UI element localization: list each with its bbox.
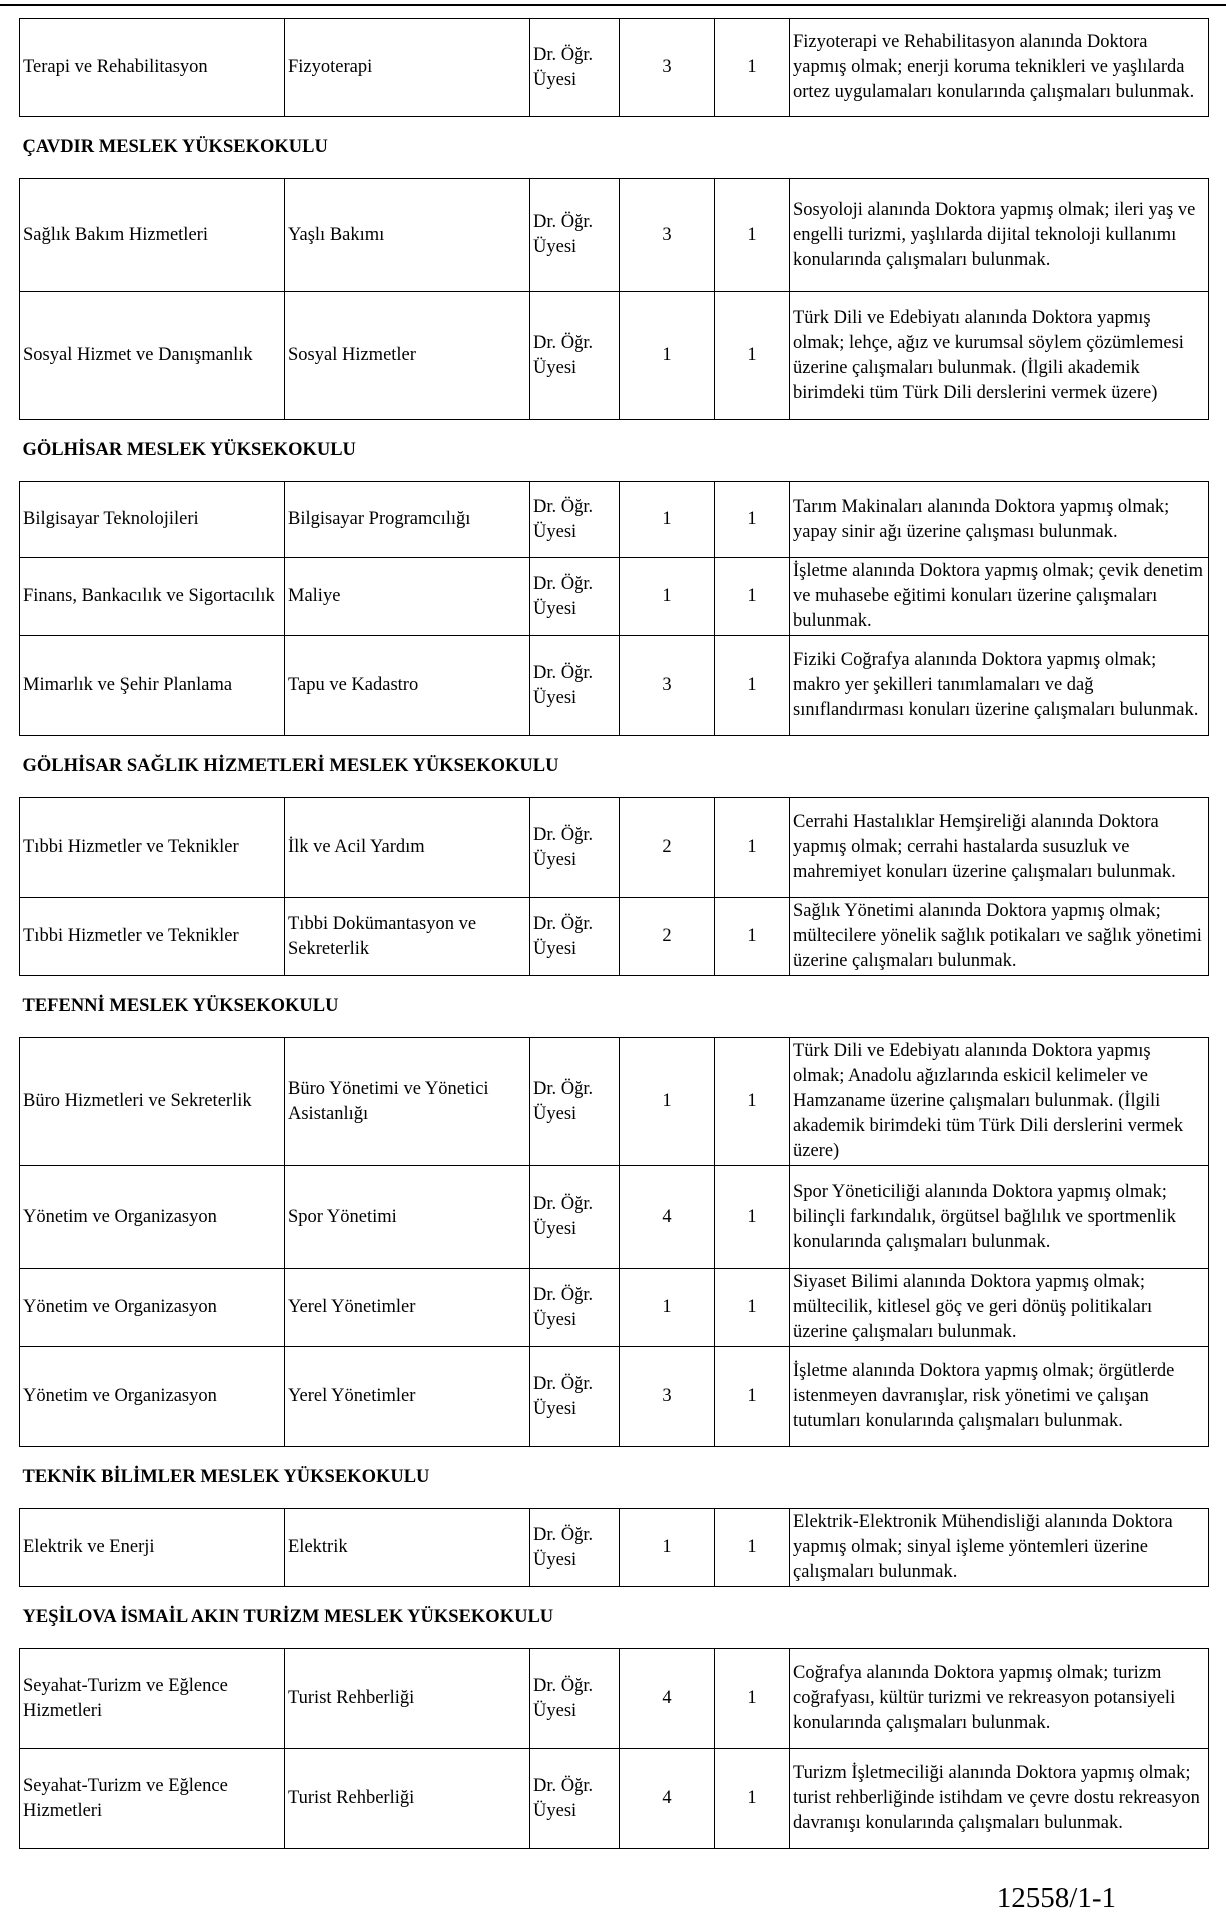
- count-cell: 1: [715, 1649, 790, 1749]
- title-cell: Dr. Öğr. Üyesi: [530, 1269, 620, 1347]
- document-code: 12558/1-1: [996, 1882, 1116, 1914]
- requirements-cell: Turizm İşletmeciliği alanında Doktora yapmış olmak; turist rehberliğinde istihdam ve çevre dostu rekreasyon davranışı konularında çalışmaları bulunmak.: [790, 1749, 1209, 1849]
- program-cell: Tıbbi Hizmetler ve Teknikler: [20, 798, 285, 898]
- program-cell: Yönetim ve Organizasyon: [20, 1269, 285, 1347]
- section-title: ÇAVDIR MESLEK YÜKSEKOKULU: [20, 117, 1209, 179]
- department-cell: Yerel Yönetimler: [285, 1269, 530, 1347]
- department-cell: Maliye: [285, 558, 530, 636]
- department-cell: Turist Rehberliği: [285, 1649, 530, 1749]
- table-row: [20, 1166, 1209, 1269]
- count-cell: 1: [715, 1038, 790, 1166]
- section-title: TEKNİK BİLİMLER MESLEK YÜKSEKOKULU: [20, 1447, 1209, 1509]
- requirements-cell: İşletme alanında Doktora yapmış olmak; çevik denetim ve muhasebe eğitimi konuları üzerine çalışmaları bulunmak.: [790, 558, 1209, 636]
- positions-table: [19, 18, 1209, 1849]
- section-header-row: [20, 976, 1209, 1038]
- program-cell: Seyahat-Turizm ve Eğlence Hizmetleri: [20, 1749, 285, 1849]
- requirements-cell: Türk Dili ve Edebiyatı alanında Doktora yapmış olmak; lehçe, ağız ve kurumsal söylem çözümlemesi üzerine çalışmaları bulunmak. (İlgili akademik birimdeki tüm Türk Dili derslerini vermek üzere): [790, 292, 1209, 420]
- title-cell: Dr. Öğr. Üyesi: [530, 898, 620, 976]
- section-title: TEFENNİ MESLEK YÜKSEKOKULU: [20, 976, 1209, 1038]
- degree-cell: 3: [620, 636, 715, 736]
- count-cell: 1: [715, 19, 790, 117]
- department-cell: Yaşlı Bakımı: [285, 179, 530, 292]
- requirements-cell: Sağlık Yönetimi alanında Doktora yapmış olmak; mültecilere yönelik sağlık potikaları ve sağlık yönetimi üzerine çalışmaları bulunmak.: [790, 898, 1209, 976]
- table-row: [20, 1509, 1209, 1587]
- table-row: [20, 1649, 1209, 1749]
- table-row: [20, 179, 1209, 292]
- section-title: GÖLHİSAR MESLEK YÜKSEKOKULU: [20, 420, 1209, 482]
- program-cell: Seyahat-Turizm ve Eğlence Hizmetleri: [20, 1649, 285, 1749]
- program-cell: Büro Hizmetleri ve Sekreterlik: [20, 1038, 285, 1166]
- program-cell: Finans, Bankacılık ve Sigortacılık: [20, 558, 285, 636]
- requirements-cell: Türk Dili ve Edebiyatı alanında Doktora yapmış olmak; Anadolu ağızlarında eskicil kelimeler ve Hamzaname üzerine çalışmaları bulunmak. (İlgili akademik birimdeki tüm Türk Dili derslerini vermek üzere): [790, 1038, 1209, 1166]
- requirements-cell: Tarım Makinaları alanında Doktora yapmış olmak; yapay sinir ağı üzerine çalışması bulunmak.: [790, 482, 1209, 558]
- department-cell: Tapu ve Kadastro: [285, 636, 530, 736]
- title-cell: Dr. Öğr. Üyesi: [530, 1509, 620, 1587]
- table-row: [20, 798, 1209, 898]
- table-row: [20, 1749, 1209, 1849]
- title-cell: Dr. Öğr. Üyesi: [530, 1749, 620, 1849]
- title-cell: Dr. Öğr. Üyesi: [530, 1166, 620, 1269]
- program-cell: Sağlık Bakım Hizmetleri: [20, 179, 285, 292]
- degree-cell: 2: [620, 798, 715, 898]
- program-cell: Yönetim ve Organizasyon: [20, 1166, 285, 1269]
- title-cell: Dr. Öğr. Üyesi: [530, 636, 620, 736]
- table-row: [20, 636, 1209, 736]
- section-header-row: [20, 420, 1209, 482]
- program-cell: Sosyal Hizmet ve Danışmanlık: [20, 292, 285, 420]
- count-cell: 1: [715, 1347, 790, 1447]
- degree-cell: 1: [620, 292, 715, 420]
- title-cell: Dr. Öğr. Üyesi: [530, 558, 620, 636]
- degree-cell: 3: [620, 179, 715, 292]
- department-cell: Sosyal Hizmetler: [285, 292, 530, 420]
- table-row: [20, 482, 1209, 558]
- table-row: [20, 1269, 1209, 1347]
- count-cell: 1: [715, 898, 790, 976]
- count-cell: 1: [715, 1166, 790, 1269]
- degree-cell: 1: [620, 1509, 715, 1587]
- table-row: [20, 1347, 1209, 1447]
- requirements-cell: Elektrik-Elektronik Mühendisliği alanında Doktora yapmış olmak; sinyal işleme yöntemleri üzerine çalışmaları bulunmak.: [790, 1509, 1209, 1587]
- count-cell: 1: [715, 1269, 790, 1347]
- program-cell: Mimarlık ve Şehir Planlama: [20, 636, 285, 736]
- department-cell: Elektrik: [285, 1509, 530, 1587]
- requirements-cell: Spor Yöneticiliği alanında Doktora yapmış olmak; bilinçli farkındalık, örgütsel bağlılık ve sportmenlik konularında çalışmaları bulunmak.: [790, 1166, 1209, 1269]
- count-cell: 1: [715, 482, 790, 558]
- degree-cell: 3: [620, 19, 715, 117]
- requirements-cell: Coğrafya alanında Doktora yapmış olmak; turizm coğrafyası, kültür turizmi ve rekreasyon potansiyeli konularında çalışmaları bulunmak.: [790, 1649, 1209, 1749]
- program-cell: Bilgisayar Teknolojileri: [20, 482, 285, 558]
- count-cell: 1: [715, 292, 790, 420]
- table-row: [20, 558, 1209, 636]
- count-cell: 1: [715, 558, 790, 636]
- section-header-row: [20, 736, 1209, 798]
- top-rule: [0, 4, 1226, 6]
- degree-cell: 4: [620, 1749, 715, 1849]
- department-cell: Tıbbi Dokümantasyon ve Sekreterlik: [285, 898, 530, 976]
- requirements-cell: Fiziki Coğrafya alanında Doktora yapmış olmak; makro yer şekilleri tanımlamaları ve dağ sınıflandırması konuları üzerine çalışmaları bulunmak.: [790, 636, 1209, 736]
- degree-cell: 1: [620, 482, 715, 558]
- title-cell: Dr. Öğr. Üyesi: [530, 1347, 620, 1447]
- degree-cell: 4: [620, 1166, 715, 1269]
- requirements-cell: Siyaset Bilimi alanında Doktora yapmış olmak; mültecilik, kitlesel göç ve geri dönüş politikaları üzerine çalışmaları bulunmak.: [790, 1269, 1209, 1347]
- table-row: [20, 19, 1209, 117]
- degree-cell: 1: [620, 1269, 715, 1347]
- degree-cell: 3: [620, 1347, 715, 1447]
- title-cell: Dr. Öğr. Üyesi: [530, 1649, 620, 1749]
- table-row: [20, 292, 1209, 420]
- department-cell: Turist Rehberliği: [285, 1749, 530, 1849]
- requirements-cell: Cerrahi Hastalıklar Hemşireliği alanında Doktora yapmış olmak; cerrahi hastalarda susuzluk ve mahremiyet konuları üzerine çalışmaları bulunmak.: [790, 798, 1209, 898]
- title-cell: Dr. Öğr. Üyesi: [530, 482, 620, 558]
- degree-cell: 1: [620, 1038, 715, 1166]
- table-row: [20, 1038, 1209, 1166]
- section-header-row: [20, 1447, 1209, 1509]
- department-cell: İlk ve Acil Yardım: [285, 798, 530, 898]
- table-row: [20, 898, 1209, 976]
- section-title: YEŞİLOVA İSMAİL AKIN TURİZM MESLEK YÜKSEKOKULU: [20, 1587, 1209, 1649]
- department-cell: Yerel Yönetimler: [285, 1347, 530, 1447]
- title-cell: Dr. Öğr. Üyesi: [530, 292, 620, 420]
- count-cell: 1: [715, 1749, 790, 1849]
- department-cell: Fizyoterapi: [285, 19, 530, 117]
- count-cell: 1: [715, 798, 790, 898]
- section-title: GÖLHİSAR SAĞLIK HİZMETLERİ MESLEK YÜKSEKOKULU: [20, 736, 1209, 798]
- degree-cell: 1: [620, 558, 715, 636]
- program-cell: Tıbbi Hizmetler ve Teknikler: [20, 898, 285, 976]
- requirements-cell: Fizyoterapi ve Rehabilitasyon alanında Doktora yapmış olmak; enerji koruma teknikleri ve yaşlılarda ortez uygulamaları konularında çalışmaları bulunmak.: [790, 19, 1209, 117]
- count-cell: 1: [715, 179, 790, 292]
- title-cell: Dr. Öğr. Üyesi: [530, 19, 620, 117]
- department-cell: Büro Yönetimi ve Yönetici Asistanlığı: [285, 1038, 530, 1166]
- department-cell: Bilgisayar Programcılığı: [285, 482, 530, 558]
- count-cell: 1: [715, 1509, 790, 1587]
- degree-cell: 2: [620, 898, 715, 976]
- count-cell: 1: [715, 636, 790, 736]
- degree-cell: 4: [620, 1649, 715, 1749]
- program-cell: Elektrik ve Enerji: [20, 1509, 285, 1587]
- requirements-cell: Sosyoloji alanında Doktora yapmış olmak; ileri yaş ve engelli turizmi, yaşlılarda dijital teknoloji kullanımı konularında çalışmaları bulunmak.: [790, 179, 1209, 292]
- section-header-row: [20, 117, 1209, 179]
- requirements-cell: İşletme alanında Doktora yapmış olmak; örgütlerde istenmeyen davranışlar, risk yönetimi ve çalışan tutumları konularında çalışmaları bulunmak.: [790, 1347, 1209, 1447]
- title-cell: Dr. Öğr. Üyesi: [530, 1038, 620, 1166]
- title-cell: Dr. Öğr. Üyesi: [530, 179, 620, 292]
- program-cell: Yönetim ve Organizasyon: [20, 1347, 285, 1447]
- title-cell: Dr. Öğr. Üyesi: [530, 798, 620, 898]
- department-cell: Spor Yönetimi: [285, 1166, 530, 1269]
- section-header-row: [20, 1587, 1209, 1649]
- program-cell: Terapi ve Rehabilitasyon: [20, 19, 285, 117]
